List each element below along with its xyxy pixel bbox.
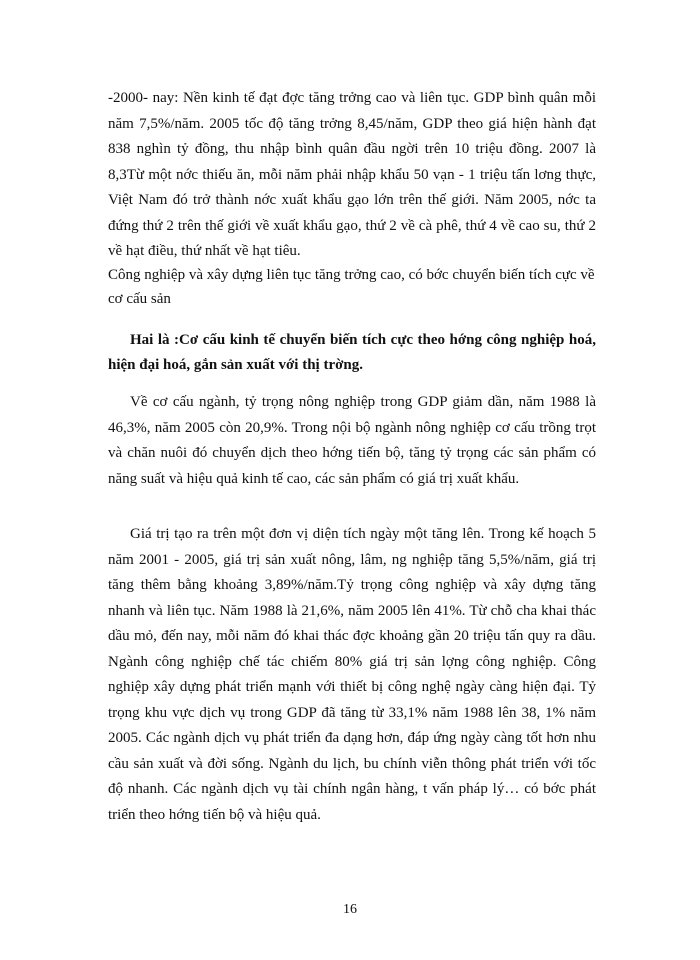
- paragraph-production-value: Giá trị tạo ra trên một đơn vị diện tích ngày một tăng lên. Trong kế hoạch 5 năm 2001 - 2005, giá trị sản xuất nông, lâm, ng nghiệp tăng 5,5%/năm, giá trị tăng thêm bằng khoảng 3,89%/năm.Tỷ trọng công nghiệp và xây dựng tăng nhanh và liên tục. Năm 1988 là 21,6%, năm 2005 lên 41%. Từ chỗ cha khai thác dầu mỏ, đến nay, mỗi năm đó khai thác đợc khoảng gần 20 triệu tấn quy ra dầu. Ngành công nghiệp chế tác chiếm 80% giá trị sản lợng công nghiệp. Công nghiệp xây dựng phát triển mạnh với thiết bị công nghệ ngày càng hiện đại. Tỷ trọng khu vực dịch vụ trong GDP đã tăng từ 33,1% năm 1988 lên 38, 1% năm 2005. Các ngành dịch vụ phát triển đa dạng hơn, đáp ứng ngày càng tốt hơn nhu cầu sản xuất và đời sống. Ngành du lịch, bu chính viễn thông phát triển với tốc độ nhanh. Các ngành dịch vụ tài chính ngân hàng, t vấn pháp lý… có bớc phát triển theo hớng tiến bộ và hiệu quả.: [108, 526, 596, 823]
- paragraph-industry-construction: Công nghiệp và xây dựng liên tục tăng trởng cao, có bớc chuyển biến tích cực về cơ cấu sản: [108, 267, 595, 307]
- page-number: 16: [343, 902, 357, 917]
- paragraph-sector-structure: Về cơ cấu ngành, tỷ trọng nông nghiệp trong GDP giảm dần, năm 1988 là 46,3%, năm 2005 còn 20,9%. Trong nội bộ ngành nông nghiệp cơ cấu trồng trọt và chăn nuôi đó chuyển dịch theo hớng tiến bộ, tăng tỷ trọng các sản phẩm có năng suất và hiệu quả kinh tế cao, các sản phẩm có giá trị xuất khẩu.: [108, 394, 596, 487]
- paragraph-economic-growth: -2000- nay: Nền kinh tế đạt đợc tăng trởng cao và liên tục. GDP bình quân mỗi năm 7,5%/năm. 2005 tốc độ tăng trởng 8,45/năm, GDP theo giá hiện hành đạt 838 nghìn tỷ đồng, thu nhập bình quân đầu ngời trên 10 triệu đồng. 2007 là 8,3Từ một nớc thiếu ăn, mỗi năm phải nhập khẩu 50 vạn - 1 triệu tấn lơng thực, Việt Nam đó trở thành nớc xuất khẩu gạo lớn trên thế giới. Năm 2005, nớc ta đứng thứ 2 trên thế giới về xuất khẩu gạo, thứ 2 về cà phê, thứ 4 về cao su, thứ 2 về hạt điều, thứ nhất về hạt tiêu.: [108, 90, 596, 259]
- section-heading-hai-la: Hai là :Cơ cấu kinh tế chuyển biến tích cực theo hớng công nghiệp hoá, hiện đại hoá, gắn sản xuất với thị trờng.: [108, 332, 596, 373]
